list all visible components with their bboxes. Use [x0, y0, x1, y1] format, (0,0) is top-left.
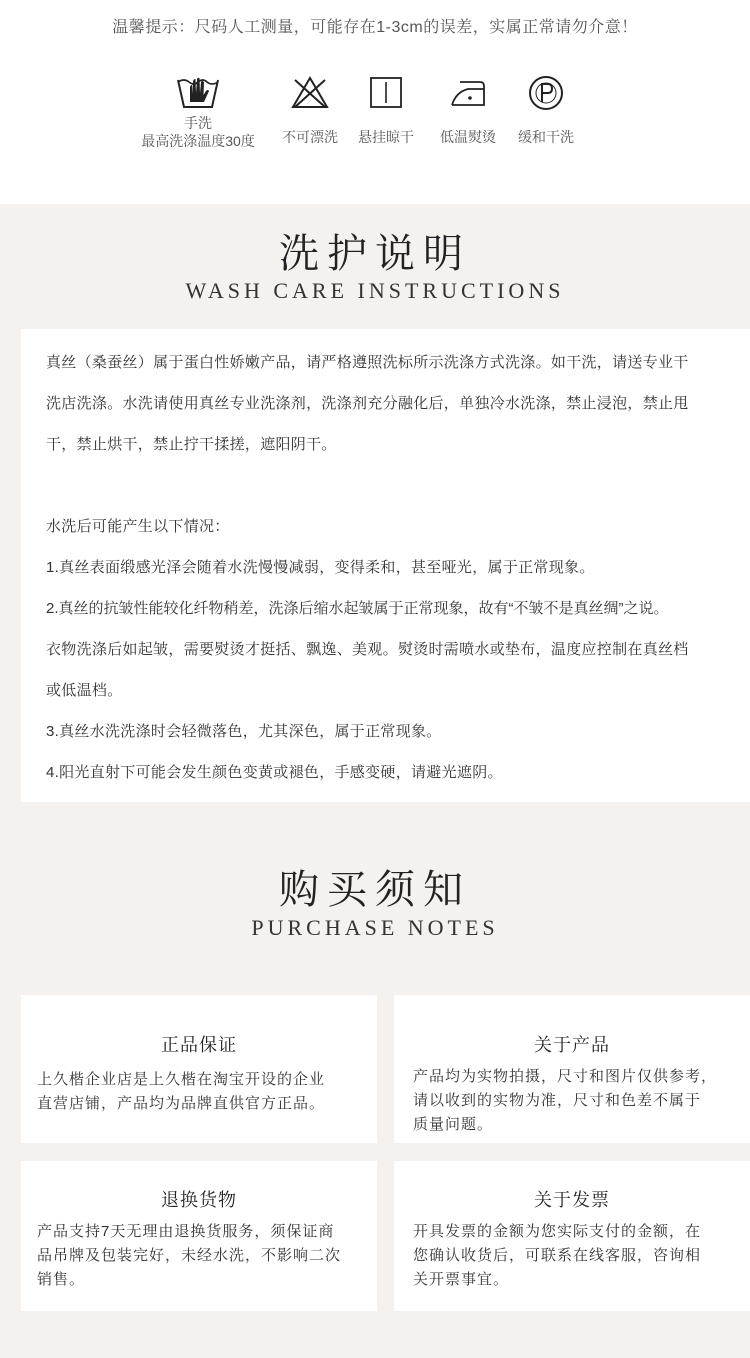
wash-section-title: 洗护说明	[279, 231, 471, 277]
note-body	[413, 1220, 743, 1292]
care-label-panel	[0, 0, 750, 204]
note-card-invoice	[394, 1161, 750, 1311]
wash-line: 真丝（桑蚕丝）属于蛋白性娇嫩产品，请严格遵照洗标所示洗涤方式洗涤。如干洗，请送专业干	[46, 354, 689, 371]
wash-line: 或低温档。	[46, 682, 123, 699]
note-title: 退换货物	[161, 1190, 237, 1210]
care-label-hang-dry: 悬挂晾干	[358, 129, 414, 145]
note-line: 您确认收货后，可联系在线客服，咨询相	[413, 1247, 702, 1264]
note-body	[37, 1068, 367, 1116]
note-line: 销售。	[37, 1271, 86, 1288]
wash-line: 干，禁止烘干，禁止拧干揉搓，遮阳阴干。	[46, 436, 337, 453]
note-body	[37, 1220, 373, 1292]
hand-wash-icon	[143, 74, 253, 110]
wash-line: 水洗后可能产生以下情况：	[46, 518, 230, 535]
note-line: 产品均为实物拍摄，尺寸和图片仅供参考，	[413, 1068, 718, 1085]
care-label-dry-clean: 缓和干洗	[518, 129, 574, 145]
note-line: 品吊牌及包装完好，未经水洗，不影响二次	[37, 1247, 342, 1264]
care-label-hand-wash-temp: 最高洗涤温度30度	[141, 133, 255, 149]
size-tip: 温馨提示：尺码人工测量，可能存在1-3cm的误差，实属正常请勿介意！	[112, 19, 638, 36]
note-title: 正品保证	[161, 1035, 237, 1055]
care-label-no-bleach: 不可漂洗	[282, 129, 338, 145]
wash-line: 4.阳光直射下可能会发生颜色变黄或褪色，手感变硬，请避光遮阴。	[46, 764, 503, 781]
wash-line: 1.真丝表面缎感光泽会随着水洗慢慢减弱，变得柔和，甚至哑光，属于正常现象。	[46, 559, 595, 576]
note-body	[413, 1065, 750, 1137]
care-item-dry-clean	[491, 74, 601, 146]
wash-line: 洗店洗涤。水洗请使用真丝专业洗涤剂，洗涤剂充分融化后，单独冷水洗涤，禁止浸泡，禁止甩	[46, 395, 689, 412]
wash-line: 衣物洗涤后如起皱，需要熨烫才挺括、飘逸、美观。熨烫时需喷水或垫布，温度应控制在真丝档	[46, 641, 689, 658]
note-line: 直营店铺，产品均为品牌直供官方正品。	[37, 1095, 326, 1112]
purchase-section-title: 购买须知	[279, 867, 471, 913]
note-card-authentic	[21, 995, 377, 1143]
care-item-hand-wash	[143, 74, 253, 150]
note-card-returns	[21, 1161, 377, 1311]
note-line: 开具发票的金额为您实际支付的金额，在	[413, 1223, 702, 1240]
note-title: 关于发票	[534, 1190, 610, 1210]
note-line: 请以收到的实物为准，尺寸和色差不属于	[413, 1092, 702, 1109]
dry-clean-p-icon	[491, 74, 601, 112]
note-card-product	[394, 995, 750, 1143]
care-label-low-iron: 低温熨烫	[440, 129, 496, 145]
note-line: 关开票事宜。	[413, 1271, 510, 1288]
note-line: 产品支持7天无理由退换货服务，须保证商	[37, 1223, 335, 1240]
care-label-hand-wash: 手洗	[184, 115, 212, 131]
note-line: 上久楷企业店是上久楷在淘宝开设的企业	[37, 1071, 326, 1088]
purchase-section-subtitle: PURCHASE NOTES	[251, 915, 499, 940]
wash-line: 3.真丝水洗洗涤时会轻微落色，尤其深色，属于正常现象。	[46, 723, 442, 740]
note-title: 关于产品	[534, 1035, 610, 1055]
wash-line: 2.真丝的抗皱性能较化纤物稍差，洗涤后缩水起皱属于正常现象，故有“不皱不是真丝绸”之说。	[46, 600, 669, 617]
wash-section-subtitle: WASH CARE INSTRUCTIONS	[185, 278, 565, 303]
note-line: 质量问题。	[413, 1116, 494, 1133]
